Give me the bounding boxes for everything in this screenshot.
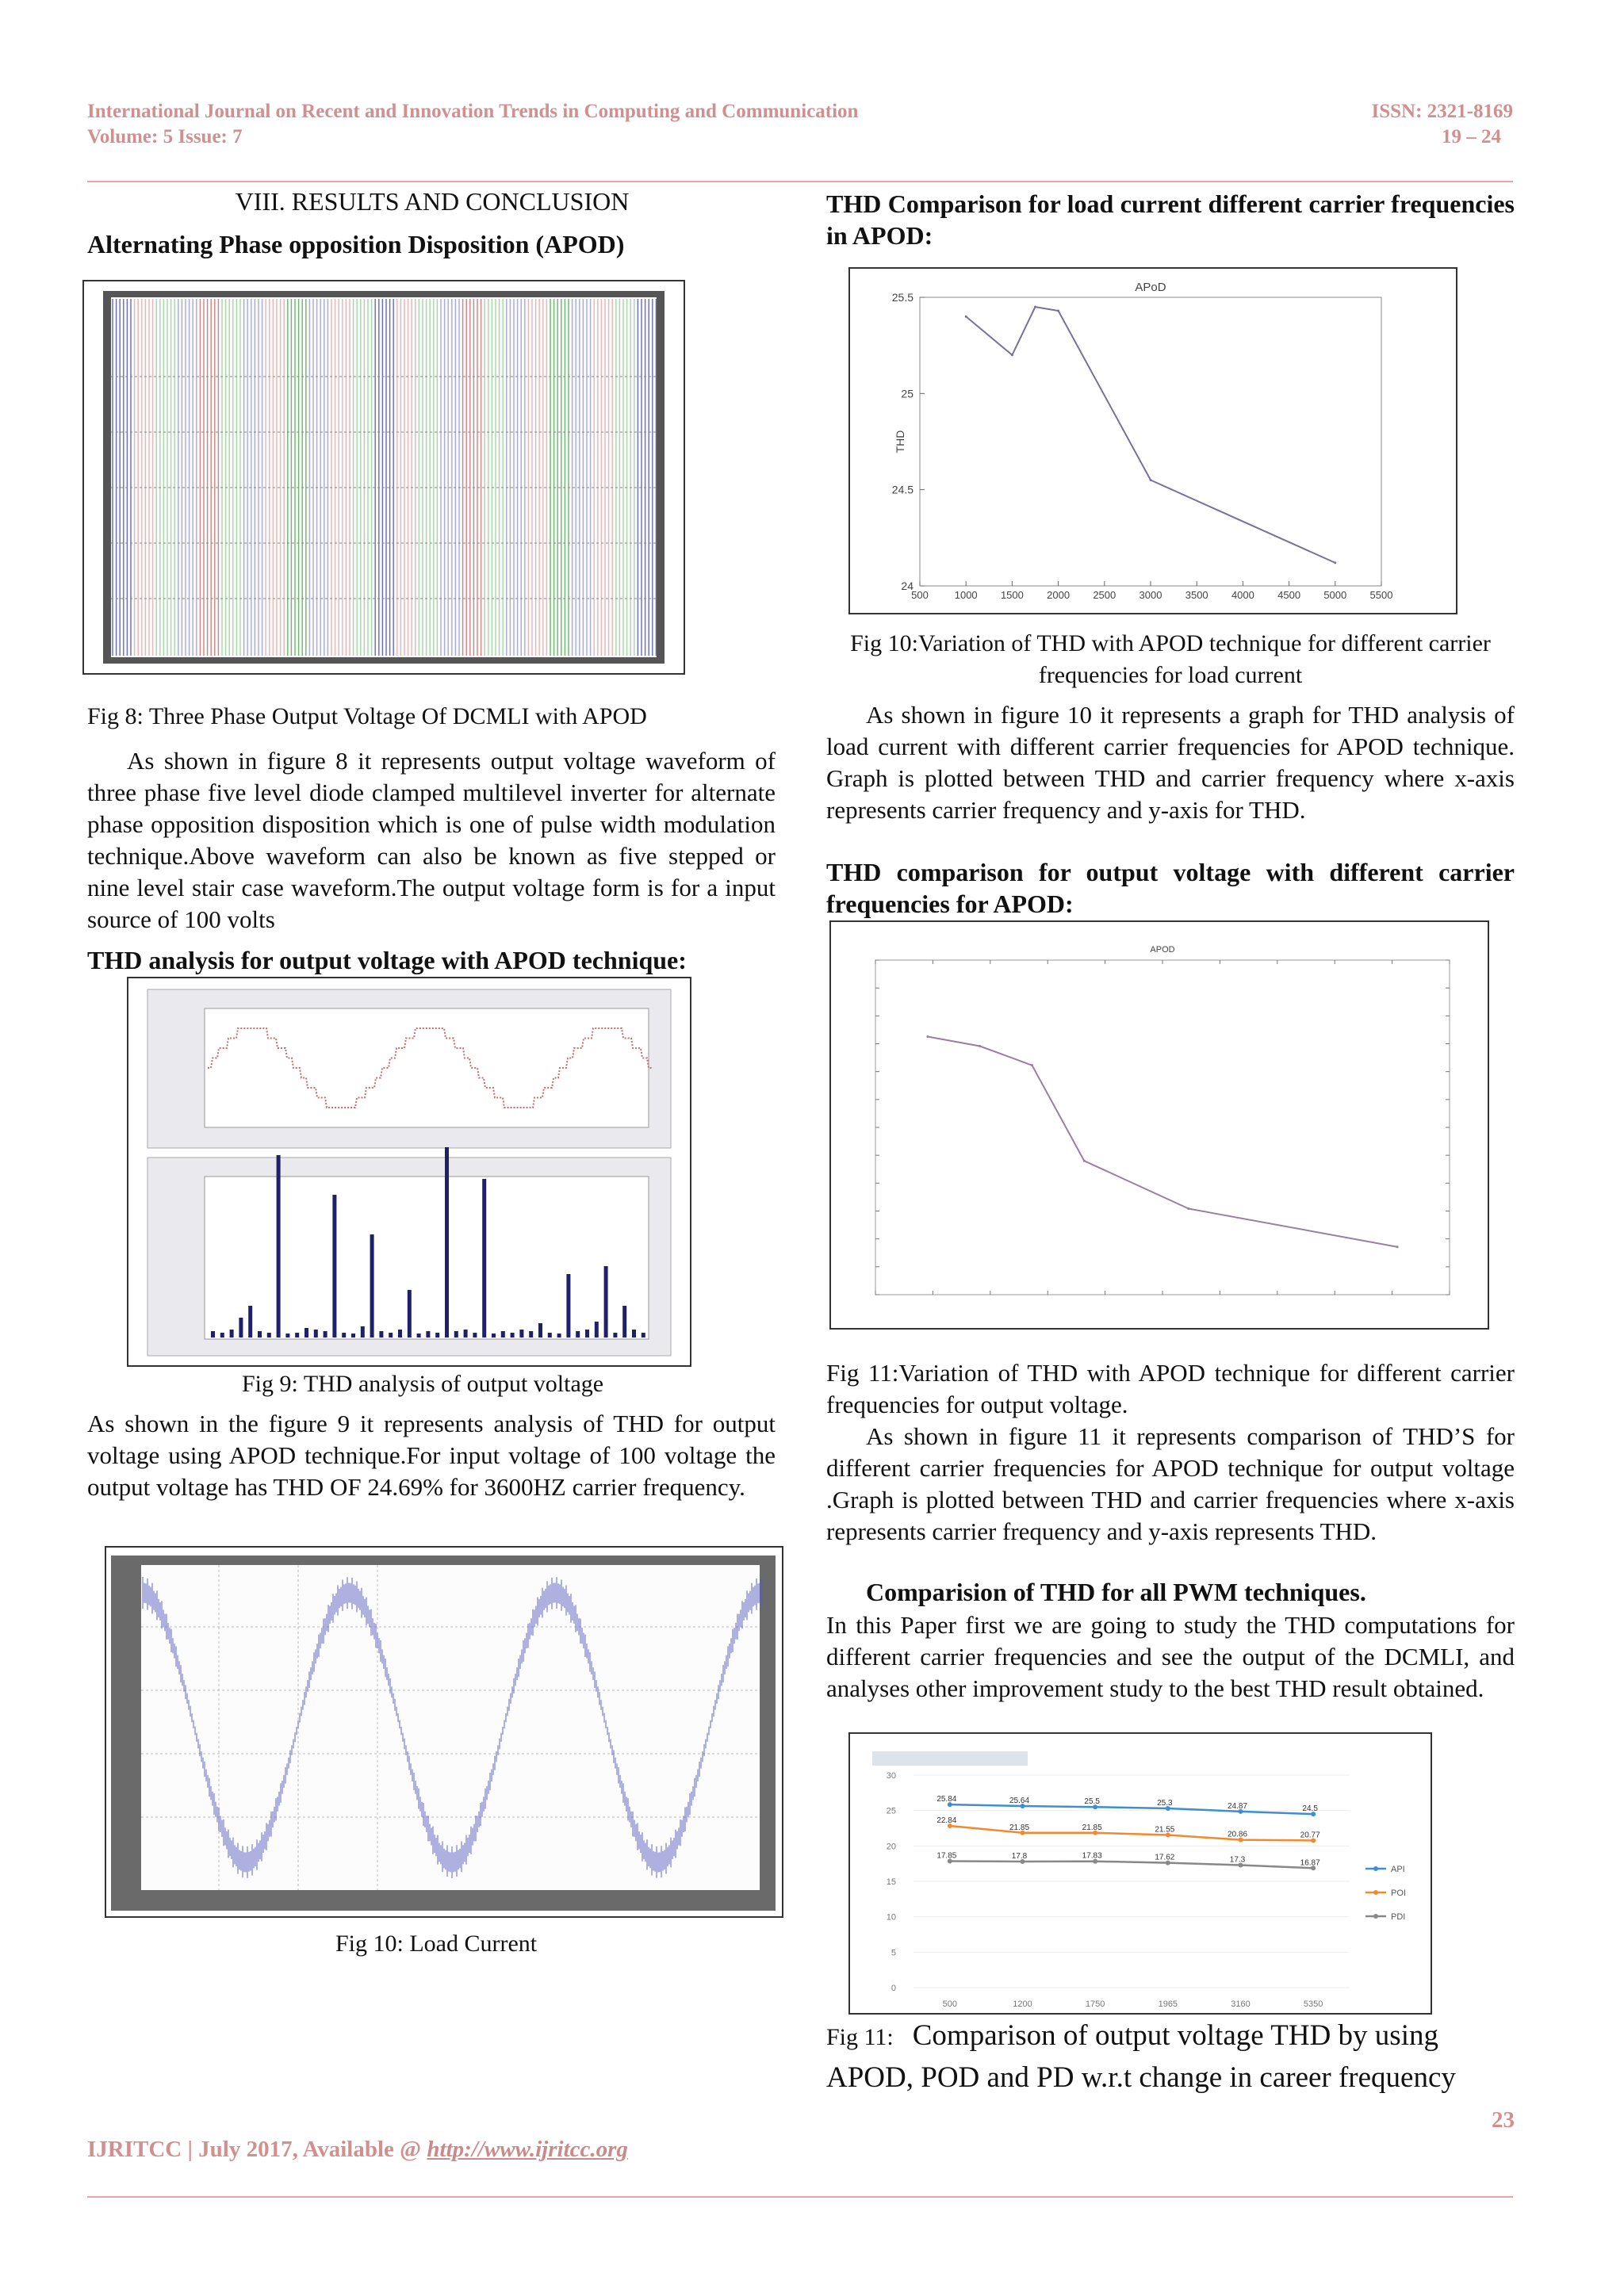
chart3-xtick-label: 500 bbox=[942, 1999, 958, 2009]
chart1-xtick-label: 2500 bbox=[1093, 589, 1116, 601]
chart1-xtick-label: 1000 bbox=[954, 589, 978, 601]
issn: ISSN: 2321-8169 bbox=[1371, 101, 1513, 122]
fig9-harmonic-bar bbox=[342, 1333, 346, 1337]
volume-issue: Volume: 5 Issue: 7 bbox=[87, 126, 243, 147]
paragraph-fig11: As shown in figure 11 it represents comparison of THD’S for different carrier frequencies for APOD technique for output voltage .Graph is plotted between THD and carrier frequencies where x-axis represents carrier frequency and y-axis represents THD. bbox=[826, 1422, 1515, 1545]
chart1-point bbox=[1150, 479, 1152, 481]
paragraph-fig9: As shown in the figure 9 it represents analysis of THD for output voltage using APOD technique.For input voltage of 100 voltage the output voltage has THD OF 24.69% for 3600HZ carrier frequency. bbox=[87, 1410, 776, 1501]
fig11b-caption-label: Fig 11: bbox=[826, 2024, 894, 2050]
chart3-data-label: 22.84 bbox=[936, 1816, 957, 1825]
chart3-ytick-label: 0 bbox=[891, 1984, 896, 1993]
page-range: 19 – 24 bbox=[1442, 126, 1501, 147]
chart2-point bbox=[979, 1045, 981, 1047]
chart3-xtick-label: 1200 bbox=[1013, 1999, 1032, 2009]
chart3-data-label: 21.55 bbox=[1155, 1825, 1175, 1835]
fig9-harmonic-bar bbox=[529, 1331, 533, 1337]
fig11b-caption-text: Comparison of output voltage THD by using APOD, POD and PD w.r.t change in career frequency bbox=[826, 2019, 1456, 2094]
fig9-harmonic-bar bbox=[370, 1234, 374, 1337]
chart1-ytick-label: 25 bbox=[901, 387, 914, 400]
chart3-data-label: 17.3 bbox=[1229, 1855, 1246, 1865]
chart3-xtick-label: 3160 bbox=[1231, 1999, 1251, 2009]
chart2-axes bbox=[875, 960, 1450, 1295]
fig9-harmonic-bar bbox=[566, 1274, 570, 1337]
chart3-legend-label: POI bbox=[1391, 1888, 1406, 1898]
chart3-data-label: 25.84 bbox=[936, 1795, 957, 1804]
chart1-point bbox=[1011, 354, 1013, 356]
chart2-point bbox=[1031, 1064, 1033, 1066]
chart3-ytick-label: 15 bbox=[886, 1877, 896, 1887]
paragraph-fig8: As shown in figure 8 it represents output voltage waveform of three phase five level diode clamped multilevel inverter for alternate phase opposition disposition which is one of pulse width modulation technique.Above waveform can also be known as five stepped or nine level stair case waveform.The output voltage form is for a input source of 100 volts bbox=[87, 747, 776, 933]
chart3-data-label: 24.87 bbox=[1227, 1801, 1248, 1811]
fig9-spectrum-axes bbox=[205, 1177, 649, 1339]
chart3-ytick-label: 5 bbox=[891, 1948, 896, 1958]
fig11b-caption bbox=[826, 2018, 1515, 2102]
fig10-load-caption: Fig 10: Load Current bbox=[335, 1931, 538, 1957]
chart1-xtick-label: 4000 bbox=[1231, 589, 1254, 601]
chart2-title: APOD bbox=[1150, 945, 1175, 955]
chart1-ytick-label: 24.5 bbox=[891, 483, 914, 496]
fig9-harmonic-bar bbox=[464, 1330, 468, 1337]
chart3-data-label: 25.3 bbox=[1157, 1798, 1173, 1808]
chart2-point bbox=[1083, 1160, 1086, 1162]
chart3-data-label: 25.64 bbox=[1009, 1796, 1030, 1805]
chart3-legend-label: API bbox=[1391, 1865, 1405, 1874]
fig10-load-current bbox=[105, 1546, 783, 1918]
footer-rule bbox=[87, 2196, 1513, 2198]
chart3-data-label: 20.86 bbox=[1227, 1830, 1248, 1839]
paragraph-fig10: As shown in figure 10 it represents a graph for THD analysis of load current with different carrier frequencies for APOD technique. Graph is plotted between THD and carrier frequency where x-axis represents carrier frequency and y-axis for THD. bbox=[826, 701, 1515, 824]
fig9-harmonic-bar bbox=[314, 1330, 318, 1337]
chart1-xtick-label: 3500 bbox=[1185, 589, 1208, 601]
fig9-harmonic-bar bbox=[622, 1306, 626, 1337]
chart3-legend-marker bbox=[1373, 1914, 1378, 1919]
fig9-harmonic-bar bbox=[426, 1331, 430, 1337]
chart3-xtick-label: 1965 bbox=[1158, 1999, 1178, 2009]
fig9-harmonic-bar bbox=[285, 1334, 289, 1337]
chart1-ylabel: THD bbox=[894, 430, 906, 453]
fig9-harmonic-bar bbox=[511, 1333, 515, 1337]
chart3-data-label: 21.85 bbox=[1009, 1823, 1030, 1832]
fig9-harmonic-bar bbox=[351, 1334, 355, 1337]
fig11-caption: Fig 11:Variation of THD with APOD technique for different carrier frequencies for output voltage. bbox=[826, 1359, 1515, 1418]
fig9-harmonic-bar bbox=[361, 1326, 365, 1337]
fig9-harmonic-bar bbox=[239, 1318, 243, 1337]
chart2-point bbox=[926, 1035, 929, 1038]
chart3-data-label: 17.83 bbox=[1082, 1851, 1102, 1861]
fig9-harmonic-bar bbox=[585, 1330, 589, 1337]
chart3-data-label: 24.5 bbox=[1302, 1804, 1318, 1814]
fig11-thd-voltage-chart bbox=[829, 920, 1489, 1330]
chart3-legend-label: PDI bbox=[1391, 1912, 1406, 1922]
chart3-ytick-label: 10 bbox=[886, 1912, 896, 1923]
chart3-xtick-label: 1750 bbox=[1085, 1999, 1105, 2009]
thd-output-voltage-heading: THD comparison for output voltage with different carrier frequencies for APOD: bbox=[826, 858, 1515, 918]
chart-pwm-comparison bbox=[850, 1734, 1431, 2013]
footer-link[interactable]: http://www.ijritcc.org bbox=[427, 2137, 628, 2162]
fig9-harmonic-bar bbox=[604, 1266, 608, 1337]
fig9-harmonic-bar bbox=[492, 1334, 496, 1337]
header-rule bbox=[87, 181, 1513, 182]
chart1-xtick-label: 500 bbox=[911, 589, 929, 601]
chart3-legend-marker bbox=[1373, 1890, 1378, 1895]
fig9-harmonic-bar bbox=[248, 1306, 252, 1337]
fig10-right-caption: Fig 10:Variation of THD with APOD technique for different carrier frequencies for load current bbox=[850, 630, 1491, 688]
chart3-series-poi bbox=[950, 1826, 1313, 1840]
fig10-plot-area bbox=[141, 1565, 760, 1890]
footer-label: IJRITCC | July 2017, Available @ bbox=[87, 2137, 427, 2162]
fig11b-comparison-chart bbox=[848, 1732, 1432, 2015]
journal-title: International Journal on Recent and Innovation Trends in Computing and Communication bbox=[87, 101, 859, 122]
chart2-point bbox=[1187, 1207, 1189, 1210]
fig9-harmonic-bar bbox=[595, 1322, 599, 1337]
chart3-legend-marker bbox=[1373, 1866, 1378, 1871]
fig9-harmonic-bar bbox=[230, 1330, 234, 1337]
chart3-toolbar bbox=[872, 1751, 1028, 1766]
fig9-harmonic-bar bbox=[220, 1333, 224, 1337]
fig9-caption: Fig 9: THD analysis of output voltage bbox=[242, 1371, 604, 1397]
chart3-data-label: 17.8 bbox=[1011, 1851, 1028, 1861]
fig9-top-axes bbox=[205, 1008, 649, 1127]
footer-text bbox=[87, 2137, 628, 2162]
fig9-harmonic-bar bbox=[548, 1333, 552, 1337]
fig9-harmonic-bar bbox=[519, 1330, 523, 1337]
chart1-ytick-label: 24 bbox=[901, 580, 914, 592]
paragraph-comparison: In this Paper first we are going to study the THD computations for different carrier frequencies and see the output of the DCMLI, and analyses other improvement study to the best THD result obtained. bbox=[826, 1611, 1515, 1702]
page-number: 23 bbox=[1492, 2107, 1515, 2133]
chart3-data-label: 17.62 bbox=[1155, 1853, 1175, 1862]
fig9-harmonic-bar bbox=[211, 1331, 215, 1337]
fig9-harmonic-bar bbox=[473, 1333, 477, 1337]
chart3-series-pdi bbox=[950, 1862, 1313, 1869]
fig9-harmonic-bar bbox=[435, 1333, 439, 1337]
fig9-harmonic-bar bbox=[379, 1331, 383, 1337]
chart3-ytick-label: 20 bbox=[886, 1842, 896, 1852]
fig9-thd-analysis bbox=[127, 977, 691, 1367]
fig8-plot bbox=[84, 281, 684, 673]
fig9-harmonic-bar bbox=[445, 1147, 449, 1337]
comparison-heading: Comparision of THD for all PWM techniques. bbox=[866, 1578, 1366, 1606]
fig9-harmonic-bar bbox=[324, 1331, 327, 1337]
chart1-point bbox=[1034, 306, 1036, 308]
fig9-harmonic-bar bbox=[538, 1323, 542, 1337]
thd-analysis-heading: THD analysis for output voltage with APOD technique: bbox=[87, 946, 687, 974]
fig9-harmonic-bar bbox=[258, 1331, 262, 1337]
fig10-thd-load-chart bbox=[848, 267, 1457, 614]
chart1-xtick-label: 1500 bbox=[1000, 589, 1024, 601]
fig9-harmonic-bar bbox=[277, 1155, 281, 1337]
section-title: VIII. RESULTS AND CONCLUSION bbox=[235, 187, 630, 216]
chart1-series-line bbox=[966, 307, 1335, 563]
chart3-ytick-label: 30 bbox=[886, 1771, 896, 1781]
fig9-plot bbox=[128, 978, 690, 1365]
chart1-axes bbox=[920, 297, 1381, 586]
fig9-harmonic-bar bbox=[576, 1331, 580, 1337]
chart1-xtick-label: 3000 bbox=[1139, 589, 1162, 601]
chart3-data-label: 21.85 bbox=[1082, 1823, 1102, 1832]
chart3-data-label: 17.85 bbox=[936, 1851, 957, 1861]
chart2-point bbox=[1396, 1246, 1399, 1248]
fig9-harmonic-bar bbox=[454, 1331, 458, 1337]
chart1-xtick-label: 5000 bbox=[1323, 589, 1347, 601]
fig8-three-phase-waveform bbox=[82, 280, 685, 675]
fig9-harmonic-bar bbox=[482, 1179, 486, 1337]
fig9-harmonic-bar bbox=[408, 1290, 412, 1337]
chart1-ytick-label: 25.5 bbox=[891, 291, 914, 304]
chart2-series-line bbox=[928, 1036, 1397, 1246]
fig10-plot bbox=[106, 1548, 782, 1916]
fig9-harmonic-bar bbox=[557, 1334, 561, 1337]
fig9-harmonic-bar bbox=[642, 1333, 645, 1337]
chart-thd-output-voltage bbox=[831, 922, 1488, 1328]
chart1-point bbox=[965, 316, 967, 318]
chart1-xtick-label: 4500 bbox=[1277, 589, 1301, 601]
chart3-ytick-label: 25 bbox=[886, 1806, 896, 1816]
chart3-data-label: 20.77 bbox=[1300, 1831, 1320, 1840]
chart1-point bbox=[1334, 561, 1336, 564]
fig9-harmonic-bar bbox=[613, 1333, 617, 1337]
apod-heading: Alternating Phase opposition Disposition (APOD) bbox=[87, 230, 625, 258]
chart1-title: APoD bbox=[1135, 281, 1166, 294]
fig8-caption: Fig 8: Three Phase Output Voltage Of DCMLI with APOD bbox=[87, 703, 647, 729]
fig9-harmonic-bar bbox=[398, 1330, 402, 1337]
chart1-xtick-label: 5500 bbox=[1369, 589, 1393, 601]
thd-load-current-heading: THD Comparison for load current different carrier frequencies in APOD: bbox=[826, 189, 1515, 250]
chart-thd-load-current bbox=[850, 269, 1456, 613]
chart3-data-label: 16.87 bbox=[1300, 1858, 1320, 1868]
chart3-xtick-label: 5350 bbox=[1303, 1999, 1323, 2009]
chart1-xtick-label: 2000 bbox=[1047, 589, 1071, 601]
fig9-harmonic-bar bbox=[501, 1331, 505, 1337]
fig9-harmonic-bar bbox=[295, 1333, 299, 1337]
chart1-point bbox=[1057, 309, 1059, 312]
fig9-harmonic-bar bbox=[389, 1333, 393, 1337]
fig9-harmonic-bar bbox=[332, 1195, 336, 1337]
fig9-harmonic-bar bbox=[417, 1334, 421, 1337]
fig9-harmonic-bar bbox=[632, 1330, 636, 1337]
fig9-harmonic-bar bbox=[267, 1333, 271, 1337]
fig9-harmonic-bar bbox=[304, 1328, 308, 1337]
chart3-data-label: 25.5 bbox=[1084, 1797, 1100, 1807]
